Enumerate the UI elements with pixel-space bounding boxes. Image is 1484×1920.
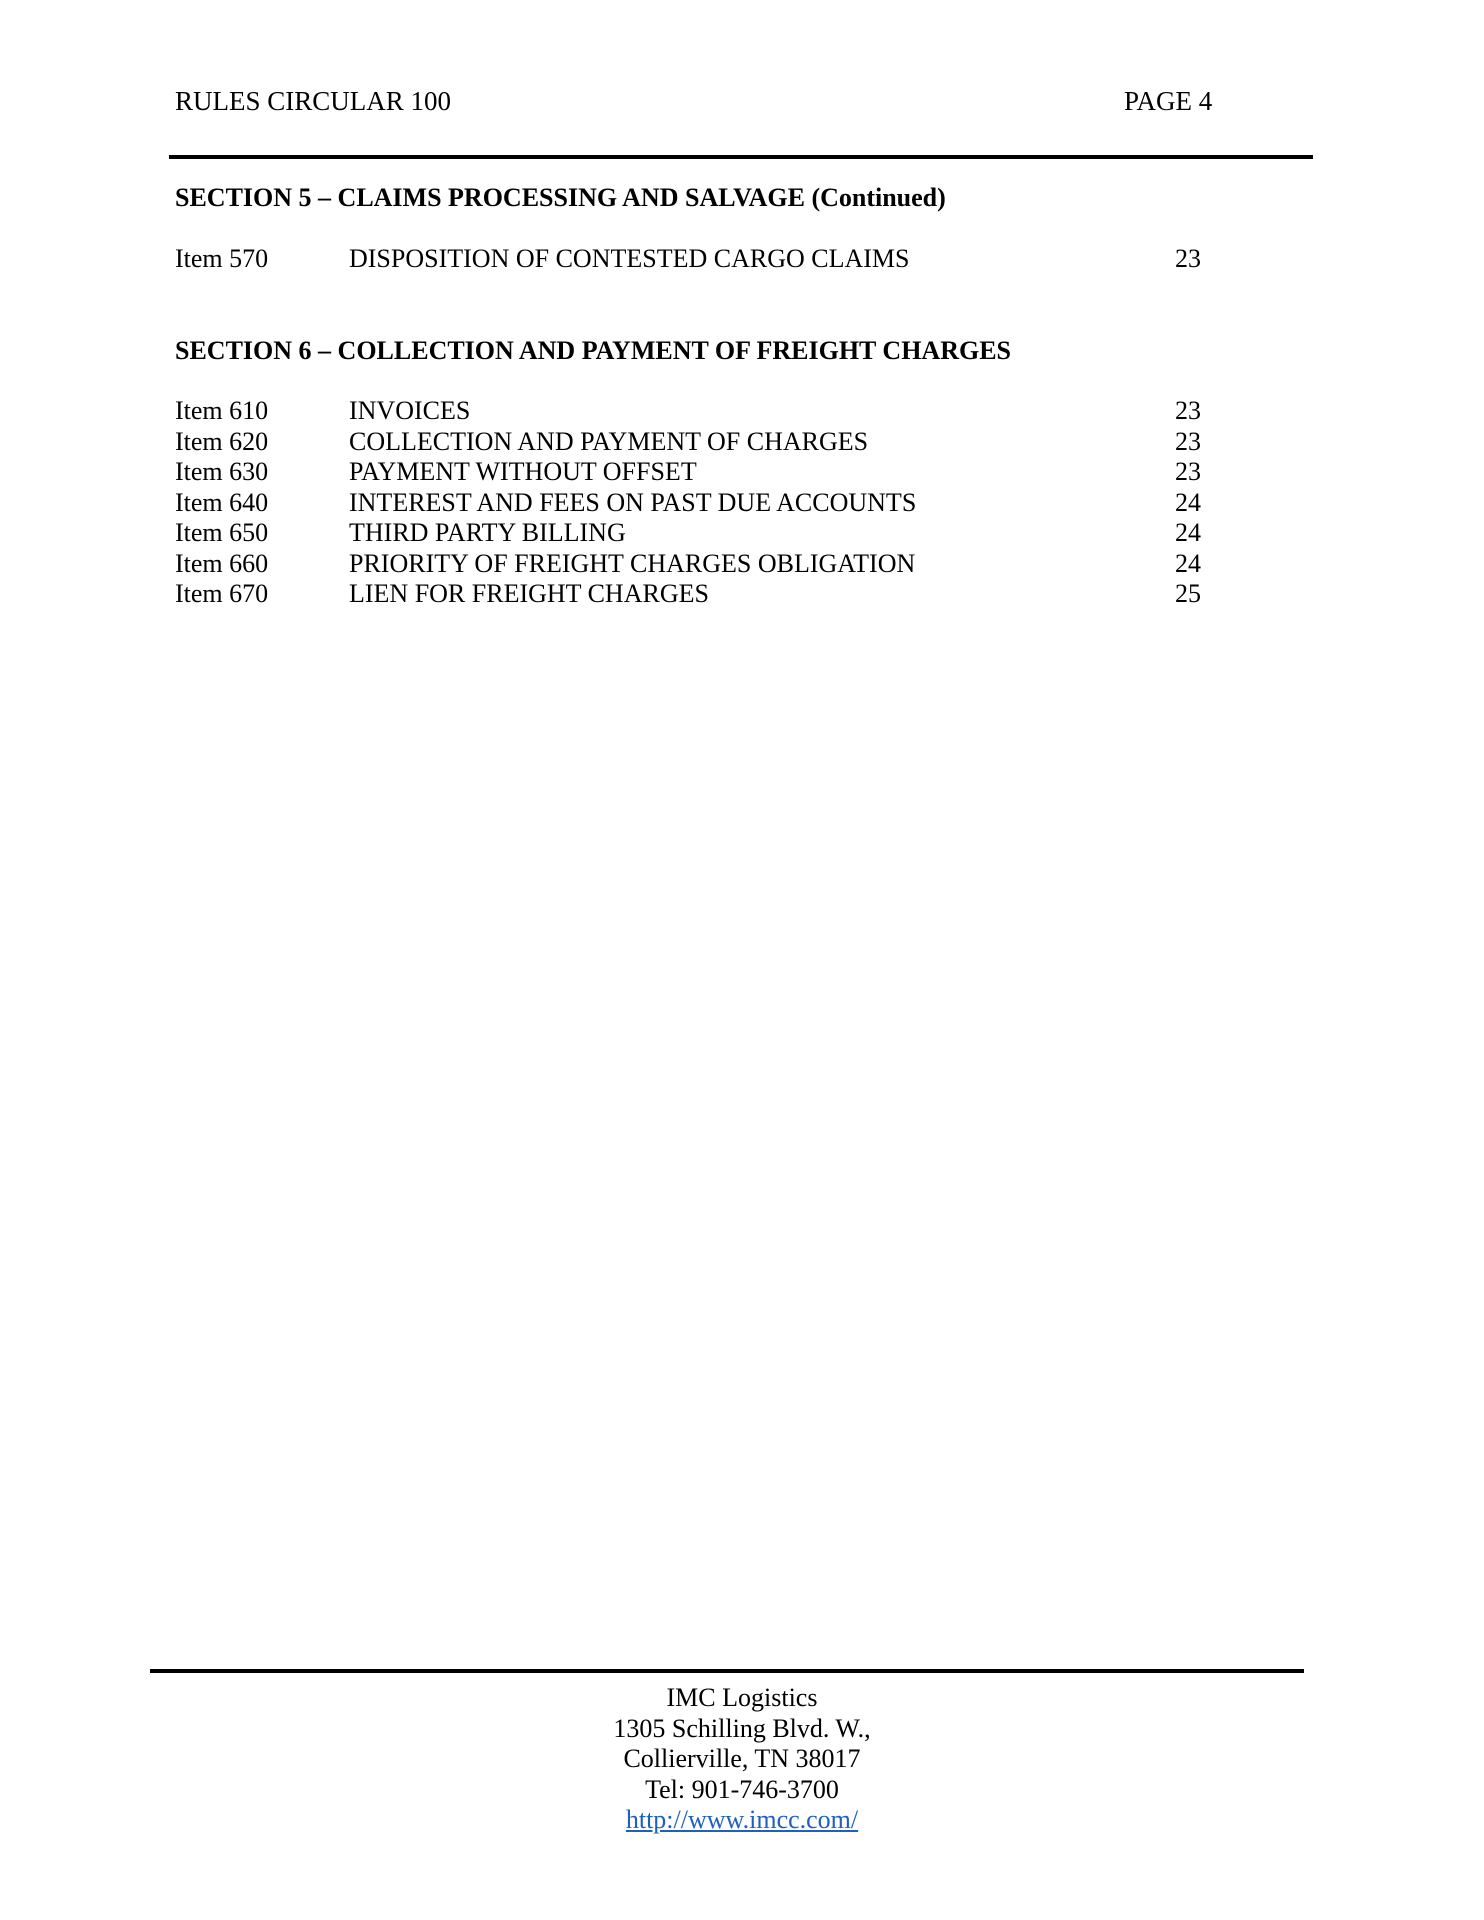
toc-item-title: LIEN FOR FREIGHT CHARGES xyxy=(349,579,709,608)
toc-entry[interactable] xyxy=(175,488,1235,519)
toc-item-page: 25 xyxy=(1175,579,1201,608)
toc-item-title: PAYMENT WITHOUT OFFSET xyxy=(349,457,697,486)
toc-item-number: Item 570 xyxy=(175,244,269,273)
toc-item-number: Item 650 xyxy=(175,518,269,547)
page-number: PAGE 4 xyxy=(1124,86,1213,116)
website-link[interactable]: http://www.imcc.com/ xyxy=(625,1805,859,1834)
toc-item-number: Item 620 xyxy=(175,426,269,456)
toc-list xyxy=(175,396,1235,610)
toc-item-title: DISPOSITION OF CONTESTED CARGO CLAIMS xyxy=(349,244,910,273)
toc-item-number: Item 670 xyxy=(175,579,269,608)
toc-entry[interactable] xyxy=(175,396,1235,427)
address-line-2: Collierville, TN 38017 xyxy=(623,1744,861,1773)
toc-entry[interactable] xyxy=(175,549,1235,580)
toc-item-page: 23 xyxy=(1175,426,1201,456)
toc-item-page: 23 xyxy=(1175,244,1201,273)
toc-item-title: THIRD PARTY BILLING xyxy=(349,518,626,547)
section-heading: SECTION 5 – CLAIMS PROCESSING AND SALVAGE (Continued) xyxy=(175,183,946,212)
toc-list xyxy=(175,244,1235,275)
toc-item-title: COLLECTION AND PAYMENT OF CHARGES xyxy=(349,426,869,456)
toc-entry[interactable] xyxy=(175,244,1235,275)
document-title: RULES CIRCULAR 100 xyxy=(175,86,452,116)
toc-item-number: Item 640 xyxy=(175,487,269,517)
toc-section-5 xyxy=(175,183,1235,275)
toc-item-page: 23 xyxy=(1175,396,1201,425)
toc-item-title: INTEREST AND FEES ON PAST DUE ACCOUNTS xyxy=(349,487,917,517)
toc-item-title: PRIORITY OF FREIGHT CHARGES OBLIGATION xyxy=(349,548,916,578)
page-footer xyxy=(0,1683,1484,1836)
toc-entry[interactable] xyxy=(175,579,1235,610)
toc-item-title: INVOICES xyxy=(349,396,471,425)
toc-item-number: Item 660 xyxy=(175,548,269,578)
toc-item-page: 24 xyxy=(1175,487,1201,517)
toc-item-number: Item 630 xyxy=(175,457,269,486)
header-divider xyxy=(169,155,1313,159)
toc-entry[interactable] xyxy=(175,457,1235,488)
section-heading: SECTION 6 – COLLECTION AND PAYMENT OF FREIGHT CHARGES xyxy=(175,336,1011,365)
toc-item-page: 24 xyxy=(1175,518,1201,547)
toc-item-page: 23 xyxy=(1175,457,1201,486)
toc-section-6 xyxy=(175,336,1235,610)
company-name: IMC Logistics xyxy=(666,1683,818,1712)
footer-divider xyxy=(150,1669,1304,1673)
toc-item-number: Item 610 xyxy=(175,396,269,425)
address-line-1: 1305 Schilling Blvd. W., xyxy=(613,1713,871,1743)
phone-number: Tel: 901-746-3700 xyxy=(645,1774,839,1804)
toc-entry[interactable] xyxy=(175,518,1235,549)
toc-entry[interactable] xyxy=(175,427,1235,458)
toc-item-page: 24 xyxy=(1175,548,1201,578)
